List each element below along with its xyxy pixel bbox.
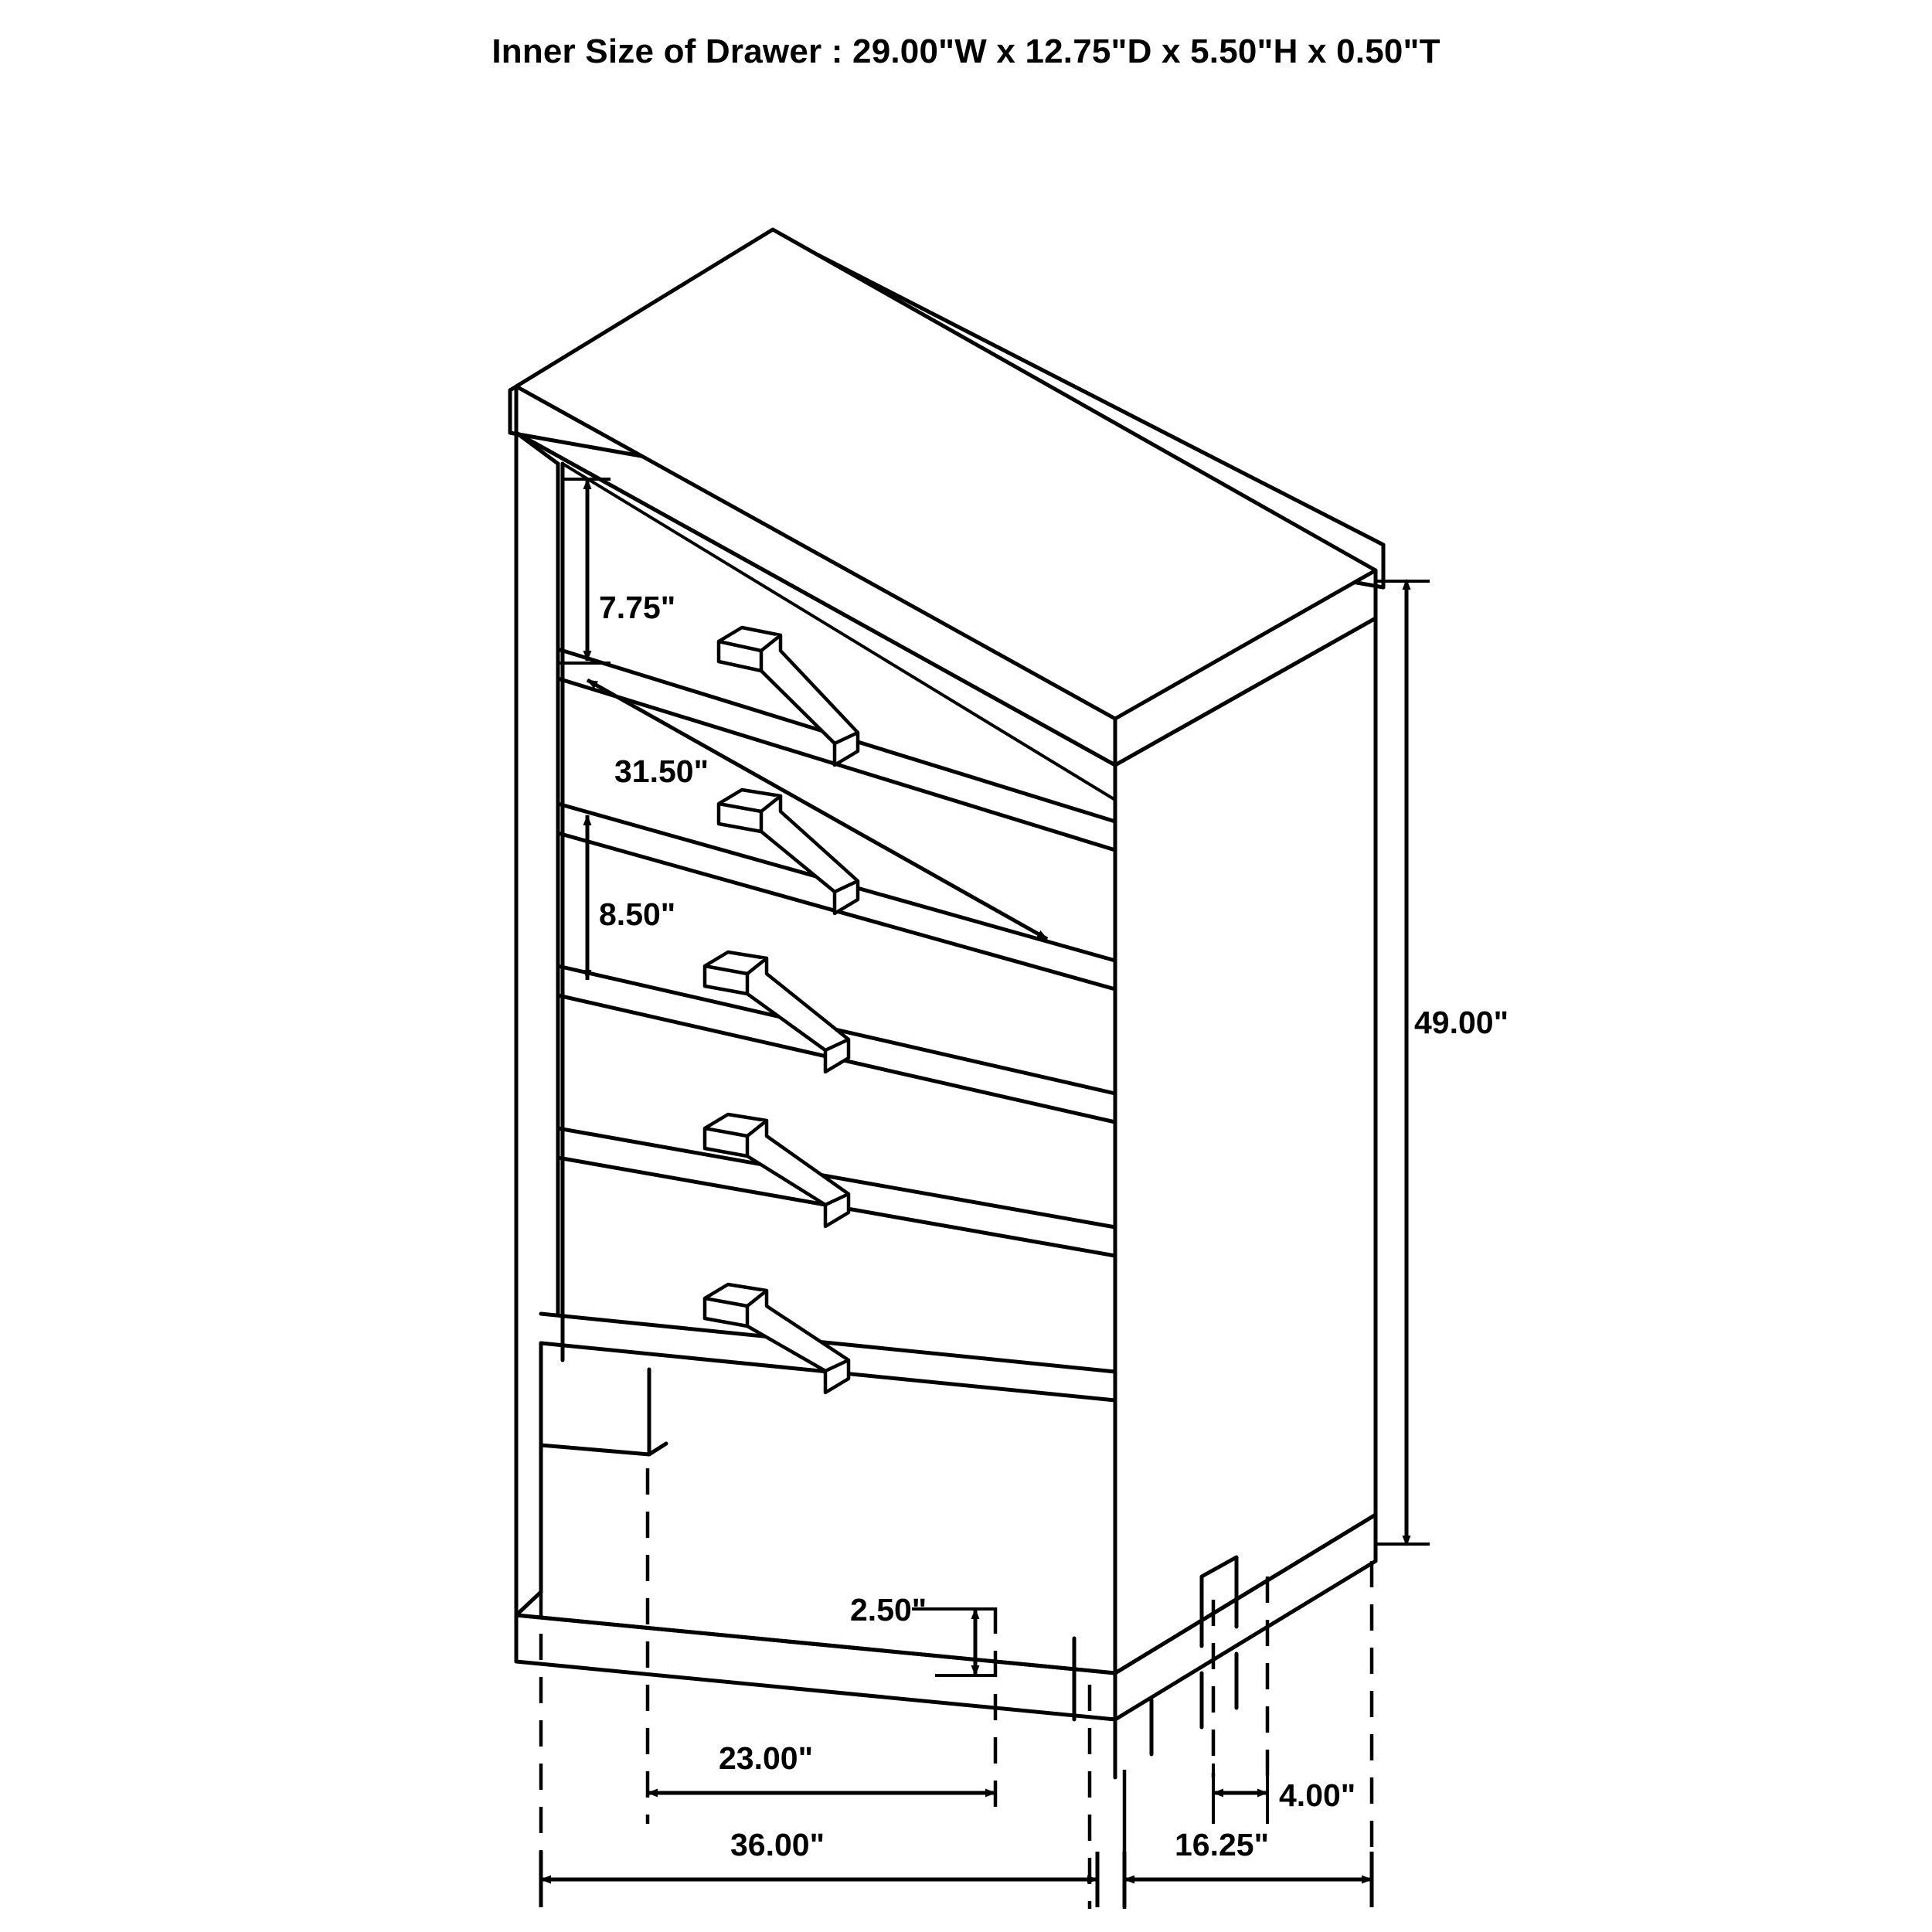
dim-label-top-drawer-height: 7.75" — [599, 590, 676, 625]
drawer-pull-handle — [719, 790, 858, 913]
dim-label-leg-height: 2.50" — [850, 1592, 927, 1628]
dim-label-leg-offset-side: 4.00" — [1279, 1777, 1356, 1813]
dim-label-total-width: 36.00" — [730, 1827, 825, 1862]
drawer-pull-handle — [705, 952, 849, 1072]
page-title: Inner Size of Drawer : 29.00"W x 12.75"D x 5.50"H x 0.50"T — [492, 32, 1440, 70]
dim-label-leg-span-front: 23.00" — [719, 1740, 814, 1776]
drawer-pull-handle — [719, 628, 858, 765]
dim-label-total-height: 49.00" — [1414, 1005, 1509, 1040]
chest-body — [510, 230, 1383, 1777]
dim-label-drawer-front-width: 31.50" — [614, 753, 709, 789]
dim-label-drawer-height: 8.50" — [599, 896, 676, 932]
dim-label-total-depth: 16.25" — [1175, 1827, 1270, 1862]
drawer-pull-handle — [705, 1114, 849, 1226]
drawer-pull-handle — [705, 1284, 849, 1393]
drawer-handles — [705, 628, 858, 1393]
